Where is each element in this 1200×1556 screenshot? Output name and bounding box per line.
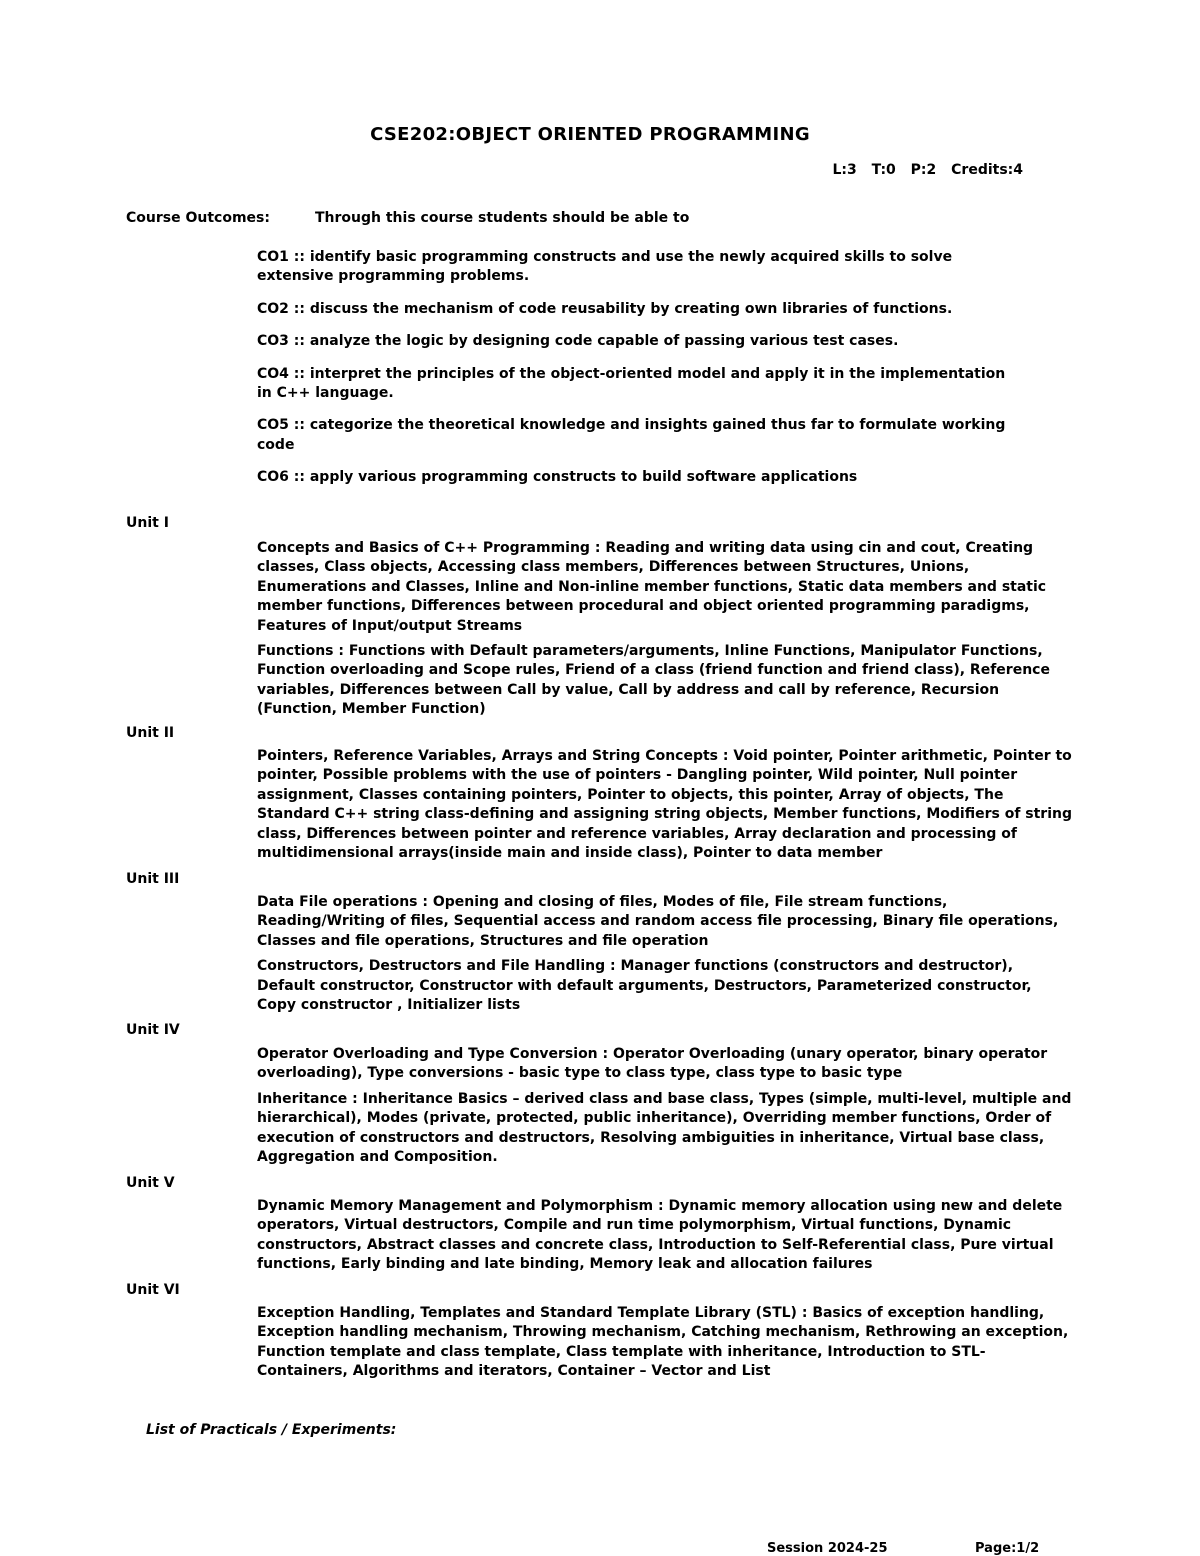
credit-structure — [823, 162, 1023, 178]
unit-3-topic-2: Constructors, Destructors and File Handling : Manager functions (constructors and destructor), Default constructor, Constructor with default arguments, Destructors, Parameterized constructor, Copy constructor , Initializer lists — [257, 958, 1032, 1014]
course-outcome-6: CO6 :: apply various programming constructs to build software applications — [257, 469, 858, 486]
topic-heading: Pointers, Reference Variables, Arrays and String Concepts — [257, 748, 719, 764]
unit-4-body — [257, 1045, 1073, 1173]
unit-4-label: Unit IV — [126, 1022, 180, 1038]
unit-5-label: Unit V — [126, 1175, 175, 1191]
topic-heading: Concepts and Basics of C++ Programming — [257, 540, 590, 556]
course-outcomes-list — [257, 248, 1017, 501]
topic-heading: Dynamic Memory Management and Polymorphism — [257, 1198, 654, 1214]
unit-1-topic-2: Functions : Functions with Default parameters/arguments, Inline Functions, Manipulator Functions, Function overloading and Scope rules, Friend of a class (friend function and friend class), Reference variables, Differences between Call by value, Call by address and call by reference, Recursion (Function, Member Function) — [257, 643, 1050, 718]
topic-body: Inheritance Basics – derived class and base class, Types (simple, multi-level, multiple and hierarchical), Modes (private, protected, public inheritance), Overriding member functions, Order of execution of constructors and destructors, Resolving ambiguities in inheritance, Virtual base class, Aggregation and Composition. — [257, 1090, 1072, 1166]
unit-1-topic-1: Concepts and Basics of C++ Programming : Reading and writing data using cin and cout, Creating classes, Class objects, Accessing class members, Differences between Structures, Unions, Enumerations and Classes, Inline and Non-inline member functions, Static data members and static member functions, Differences between procedural and object oriented programming paradigms, Features of Input/output Streams — [257, 540, 1047, 634]
unit-6-body — [257, 1304, 1073, 1388]
topic-body: Basics of exception handling, Exception handling mechanism, Throwing mechanism, Catching mechanism, Rethrowing an exception, Function template and class template, Class template with inheritance, Introduction to STL- Containers, Algorithms and iterators, Container – Vector and List — [257, 1305, 1069, 1380]
unit-3-body — [257, 893, 1073, 1021]
unit-6-label: Unit VI — [126, 1282, 180, 1298]
course-title: CSE202:OBJECT ORIENTED PROGRAMMING — [370, 124, 810, 145]
course-outcome-3: CO3 :: analyze the logic by designing code capable of passing various test cases. — [257, 333, 899, 350]
lecture-hours: L:3 — [832, 162, 857, 178]
unit-2-label: Unit II — [126, 725, 175, 741]
course-outcome-4: CO4 :: interpret the principles of the object-oriented model and apply it in the implementation in C++ language. — [257, 365, 1006, 402]
topic-body: Reading and writing data using cin and cout, Creating classes, Class objects, Accessing class members, Differences between Structures, Unions, Enumerations and Classes, Inline and Non-inline member functions, Static data members and static member functions, Differences between procedural and object oriented programming paradigms, Features of Input/output Streams — [257, 540, 1047, 634]
topic-body: Operator Overloading (unary operator, binary operator overloading), Type conversions - basic type to class type, class type to basic type — [257, 1046, 1048, 1082]
tutorial-hours: T:0 — [871, 162, 896, 178]
unit-4-topic-2: Inheritance : Inheritance Basics – derived class and base class, Types (simple, multi-level, multiple and hierarchical), Modes (private, protected, public inheritance), Overriding member functions, Order of execution of constructors and destructors, Resolving ambiguities in inheritance, Virtual base class, Aggregation and Composition. — [257, 1090, 1072, 1166]
topic-heading: Exception Handling, Templates and Standard Template Library (STL) — [257, 1305, 797, 1321]
unit-5-body — [257, 1197, 1073, 1281]
course-outcomes-intro: Through this course students should be able to — [315, 210, 690, 226]
topic-body: Void pointer, Pointer arithmetic, Pointer to pointer, Possible problems with the use of pointers - Dangling pointer, Wild pointer, Null pointer assignment, Classes containing pointers, Pointer to objects, this pointer, Array of objects, The Standard C++ string class-defining and assigning string objects, Member functions, Modifiers of string class, Differences between pointer and reference variables, Array declaration and processing of multidimensional arrays(inside main and inside class), Pointer to data member — [257, 748, 1073, 862]
unit-6-topic-1: Exception Handling, Templates and Standard Template Library (STL) : Basics of exception handling, Exception handling mechanism, Throwing mechanism, Catching mechanism, Rethrowing an exception, Function template and class template, Class template with inheritance, Introduction to STL- Containers, Algorithms and iterators, Container – Vector and List — [257, 1305, 1069, 1380]
topic-heading: Constructors, Destructors and File Handling — [257, 958, 606, 975]
topic-heading: Data File operations — [257, 894, 418, 910]
topic-heading: Operator Overloading and Type Conversion — [257, 1046, 598, 1062]
practical-hours: P:2 — [910, 162, 937, 178]
unit-3-topic-1: Data File operations : Opening and closing of files, Modes of file, File stream functions, Reading/Writing of files, Sequential access and random access file processing, Binary file operations, Classes and file operations, Structures and file operation — [257, 894, 1059, 949]
unit-1-label: Unit I — [126, 515, 169, 531]
unit-2-topic-1: Pointers, Reference Variables, Arrays and String Concepts : Void pointer, Pointer arithmetic, Pointer to pointer, Possible problems with the use of pointers - Dangling pointer, Wild pointer, Null pointer assignment, Classes containing pointers, Pointer to objects, this pointer, Array of objects, The Standard C++ string class-defining and assigning string objects, Member functions, Modifiers of string class, Differences between pointer and reference variables, Array declaration and processing of multidimensional arrays(inside main and inside class), Pointer to data member — [257, 748, 1073, 862]
footer-session: Session 2024-25 — [767, 1541, 888, 1556]
course-outcome-5: CO5 :: categorize the theoretical knowledge and insights gained thus far to formulate working code — [257, 417, 1006, 453]
topic-body: Functions with Default parameters/arguments, Inline Functions, Manipulator Functions, Function overloading and Scope rules, Friend of a class (friend function and friend class), Reference variables, Differences between Call by value, Call by address and call by reference, Recursion (Function, Member Function) — [257, 643, 1050, 718]
unit-2-body — [257, 747, 1073, 869]
course-outcome-2: CO2 :: discuss the mechanism of code reusability by creating own libraries of functions. — [257, 300, 953, 317]
credits: Credits:4 — [951, 162, 1023, 178]
unit-3-label: Unit III — [126, 871, 180, 887]
topic-body: Dynamic memory allocation using new and delete operators, Virtual destructors, Compile and run time polymorphism, Virtual functions, Dynamic constructors, Abstract classes and concrete class, Introduction to Self-Referential class, Pure virtual functions, Early binding and late binding, Memory leak and allocation failures — [257, 1198, 1063, 1273]
course-outcomes-label: Course Outcomes: — [126, 210, 270, 226]
topic-heading: Functions — [257, 643, 334, 660]
topic-heading: Inheritance — [257, 1090, 348, 1107]
topic-body: Opening and closing of files, Modes of file, File stream functions, Reading/Writing of files, Sequential access and random access file processing, Binary file operations, Classes and file operations, Structures and file operation — [257, 894, 1059, 949]
course-outcome-1: CO1 :: identify basic programming constructs and use the newly acquired skills to solve extensive programming problems. — [257, 249, 953, 285]
topic-body: Manager functions (constructors and destructor), Default constructor, Constructor with default arguments, Destructors, Parameterized constructor, Copy constructor , Initializer lists — [257, 958, 1032, 1014]
practicals-heading: List of Practicals / Experiments: — [146, 1422, 397, 1438]
unit-4-topic-1: Operator Overloading and Type Conversion : Operator Overloading (unary operator, binary operator overloading), Type conversions - basic type to class type, class type to basic type — [257, 1046, 1048, 1082]
unit-5-topic-1: Dynamic Memory Management and Polymorphism : Dynamic memory allocation using new and delete operators, Virtual destructors, Compile and run time polymorphism, Virtual functions, Dynamic constructors, Abstract classes and concrete class, Introduction to Self-Referential class, Pure virtual functions, Early binding and late binding, Memory leak and allocation failures — [257, 1198, 1063, 1273]
footer-page-number: Page:1/2 — [975, 1541, 1040, 1556]
unit-1-body — [257, 539, 1073, 726]
